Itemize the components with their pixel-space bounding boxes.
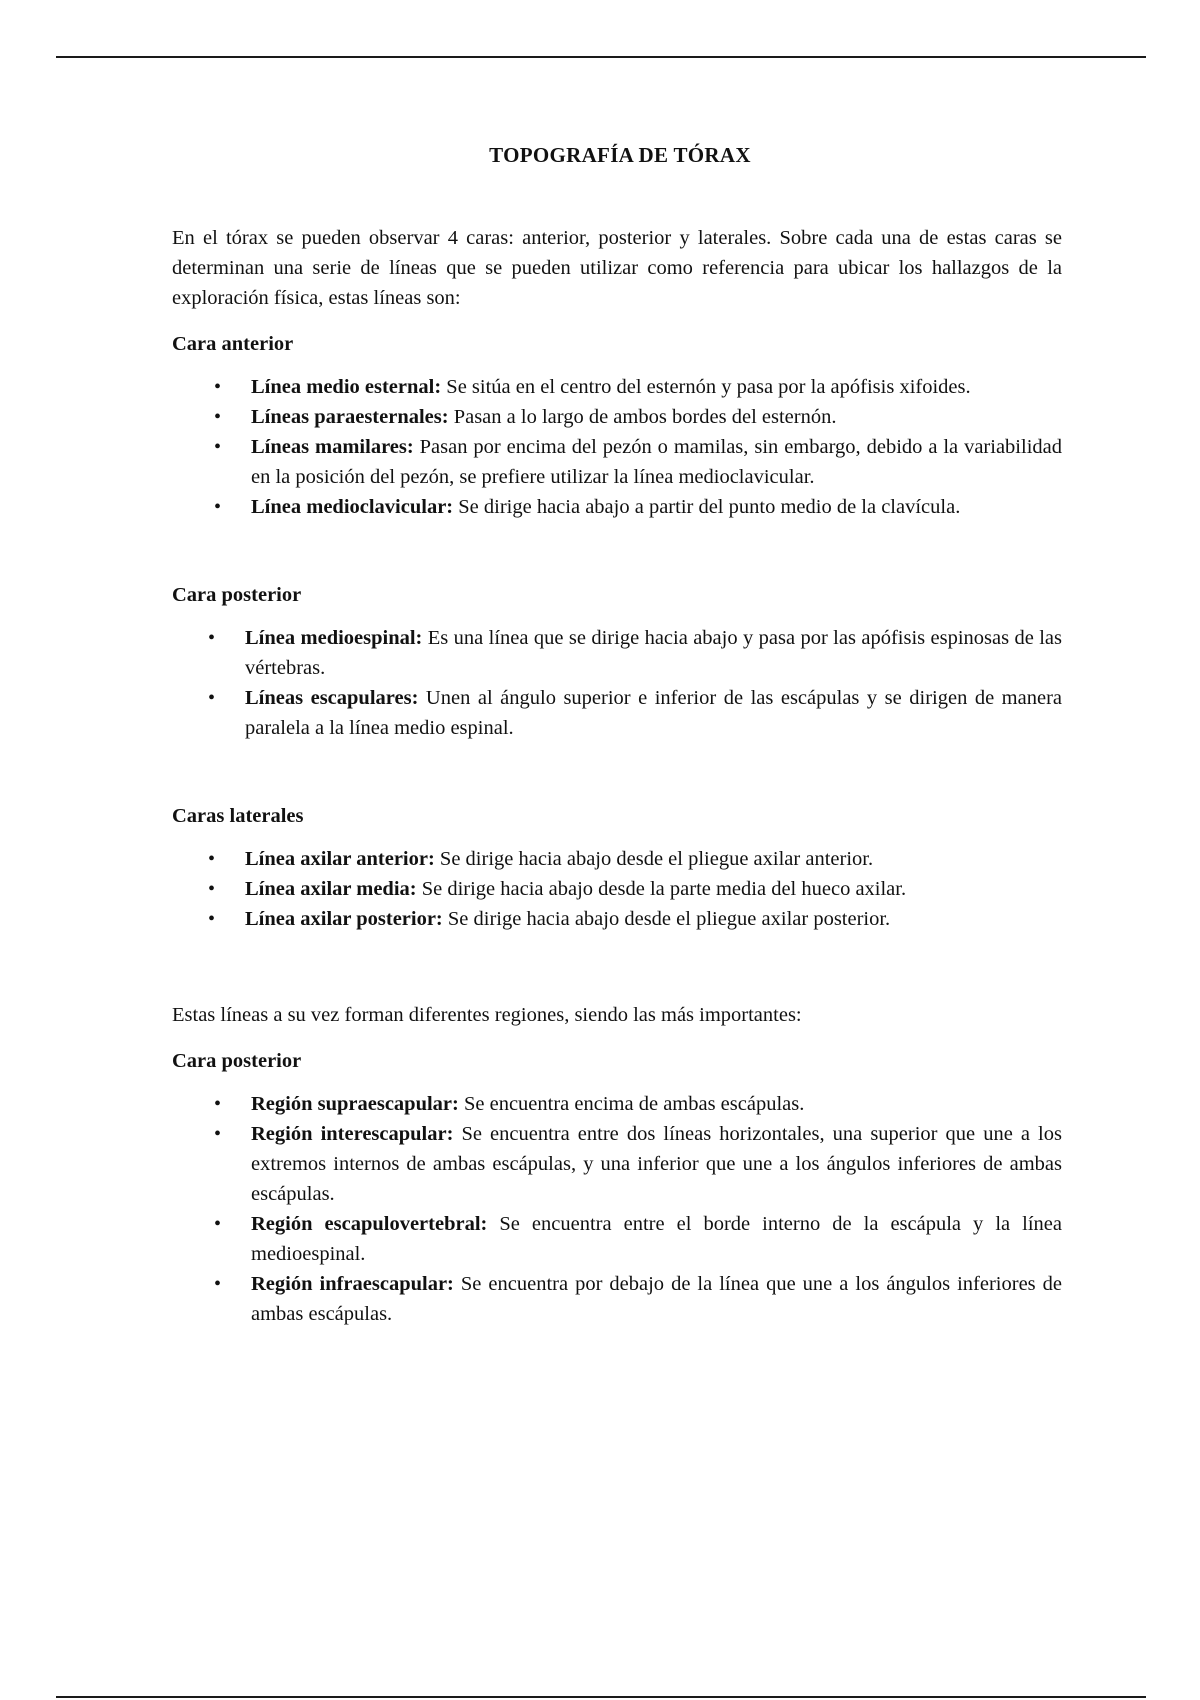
bullet-icon: • bbox=[214, 1273, 222, 1295]
item-text: Es una línea que se dirige hacia abajo y pasa por las apófisis espinosas de las vértebras. bbox=[245, 627, 1062, 679]
list-item bbox=[172, 492, 1062, 522]
item-term: Región interescapular: bbox=[251, 1123, 454, 1145]
bullet-icon: • bbox=[214, 1123, 222, 1145]
regions-list bbox=[172, 1089, 1062, 1329]
regions-intro-paragraph: Estas líneas a su vez forman diferentes regiones, siendo las más importantes: bbox=[172, 1004, 802, 1026]
item-term: Línea axilar posterior: bbox=[245, 908, 443, 930]
item-text: Se dirige hacia abajo desde la parte media del hueco axilar. bbox=[416, 878, 907, 900]
item-text: Se dirige hacia abajo desde el pliegue axilar posterior. bbox=[442, 908, 891, 930]
bullet-icon: • bbox=[208, 908, 216, 930]
bullet-icon: • bbox=[208, 687, 216, 709]
item-text: Se dirige hacia abajo desde el pliegue axilar anterior. bbox=[434, 848, 874, 870]
page-title: TOPOGRAFÍA DE TÓRAX bbox=[489, 143, 751, 167]
item-term: Líneas escapulares: bbox=[245, 687, 419, 709]
bullet-icon: • bbox=[214, 376, 222, 398]
list-item bbox=[172, 1119, 1062, 1209]
item-term: Líneas mamilares: bbox=[251, 436, 414, 458]
item-text: Unen al ángulo superior e inferior de las escápulas y se dirigen de manera paralela a la línea medio espinal. bbox=[245, 687, 1063, 739]
item-term: Línea medio esternal: bbox=[251, 376, 442, 398]
bullet-icon: • bbox=[208, 848, 216, 870]
section-heading-posterior: Cara posterior bbox=[172, 584, 302, 606]
item-term: Región supraescapular: bbox=[251, 1093, 459, 1115]
item-text: Se encuentra encima de ambas escápulas. bbox=[458, 1093, 805, 1115]
list-item bbox=[172, 623, 1062, 683]
item-text: Se encuentra por debajo de la línea que une a los ángulos inferiores de ambas escápulas. bbox=[251, 1273, 1063, 1325]
item-text: Se encuentra entre dos líneas horizontales, una superior que une a los extremos internos de ambas escápulas, y una inferior que une a los ángulos inferiores de ambas escápulas. bbox=[251, 1123, 1062, 1205]
list-item bbox=[172, 874, 1062, 904]
list-item bbox=[172, 432, 1062, 492]
item-text: Se dirige hacia abajo a partir del punto medio de la clavícula. bbox=[453, 496, 961, 518]
item-term: Región infraescapular: bbox=[251, 1273, 454, 1295]
bullet-icon: • bbox=[214, 496, 222, 518]
list-item bbox=[172, 1089, 1062, 1119]
item-term: Región escapulovertebral: bbox=[251, 1213, 488, 1235]
bullet-icon: • bbox=[214, 436, 222, 458]
section-heading-anterior: Cara anterior bbox=[172, 333, 294, 355]
bullet-icon: • bbox=[208, 627, 216, 649]
footer-rule bbox=[56, 1696, 1146, 1698]
lateral-list bbox=[172, 844, 1062, 934]
document-body bbox=[172, 140, 1062, 1329]
bullet-icon: • bbox=[214, 1093, 222, 1115]
bullet-icon: • bbox=[214, 1213, 222, 1235]
item-text: Se encuentra entre el borde interno de la escápula y la línea medioespinal. bbox=[251, 1213, 1062, 1265]
item-term: Línea medioclavicular: bbox=[251, 496, 454, 518]
intro-paragraph: En el tórax se pueden observar 4 caras: anterior, posterior y laterales. Sobre cada una de estas caras se determinan una serie de líneas que se pueden utilizar como referencia para ubicar los hallazgos de la exploración física, estas líneas son: bbox=[172, 227, 1062, 309]
list-item bbox=[172, 904, 1062, 934]
section-heading-lateral: Caras laterales bbox=[172, 805, 304, 827]
list-item bbox=[172, 372, 1062, 402]
item-text: Pasan por encima del pezón o mamilas, sin embargo, debido a la variabilidad en la posición del pezón, se prefiere utilizar la línea medioclavicular. bbox=[251, 436, 1062, 488]
item-term: Línea axilar anterior: bbox=[245, 848, 435, 870]
item-term: Líneas paraesternales: bbox=[251, 406, 449, 428]
item-term: Línea medioespinal: bbox=[245, 627, 423, 649]
list-item bbox=[172, 402, 1062, 432]
posterior-list bbox=[172, 623, 1062, 743]
anterior-list bbox=[172, 372, 1062, 522]
list-item bbox=[172, 1209, 1062, 1269]
item-term: Línea axilar media: bbox=[245, 878, 417, 900]
section-heading-regions: Cara posterior bbox=[172, 1050, 302, 1072]
item-text: Se sitúa en el centro del esternón y pasa por la apófisis xifoides. bbox=[441, 376, 971, 398]
list-item bbox=[172, 844, 1062, 874]
item-text: Pasan a lo largo de ambos bordes del esternón. bbox=[448, 406, 837, 428]
bullet-icon: • bbox=[208, 878, 216, 900]
header-rule bbox=[56, 56, 1146, 58]
bullet-icon: • bbox=[214, 406, 222, 428]
list-item bbox=[172, 1269, 1062, 1329]
list-item bbox=[172, 683, 1062, 743]
